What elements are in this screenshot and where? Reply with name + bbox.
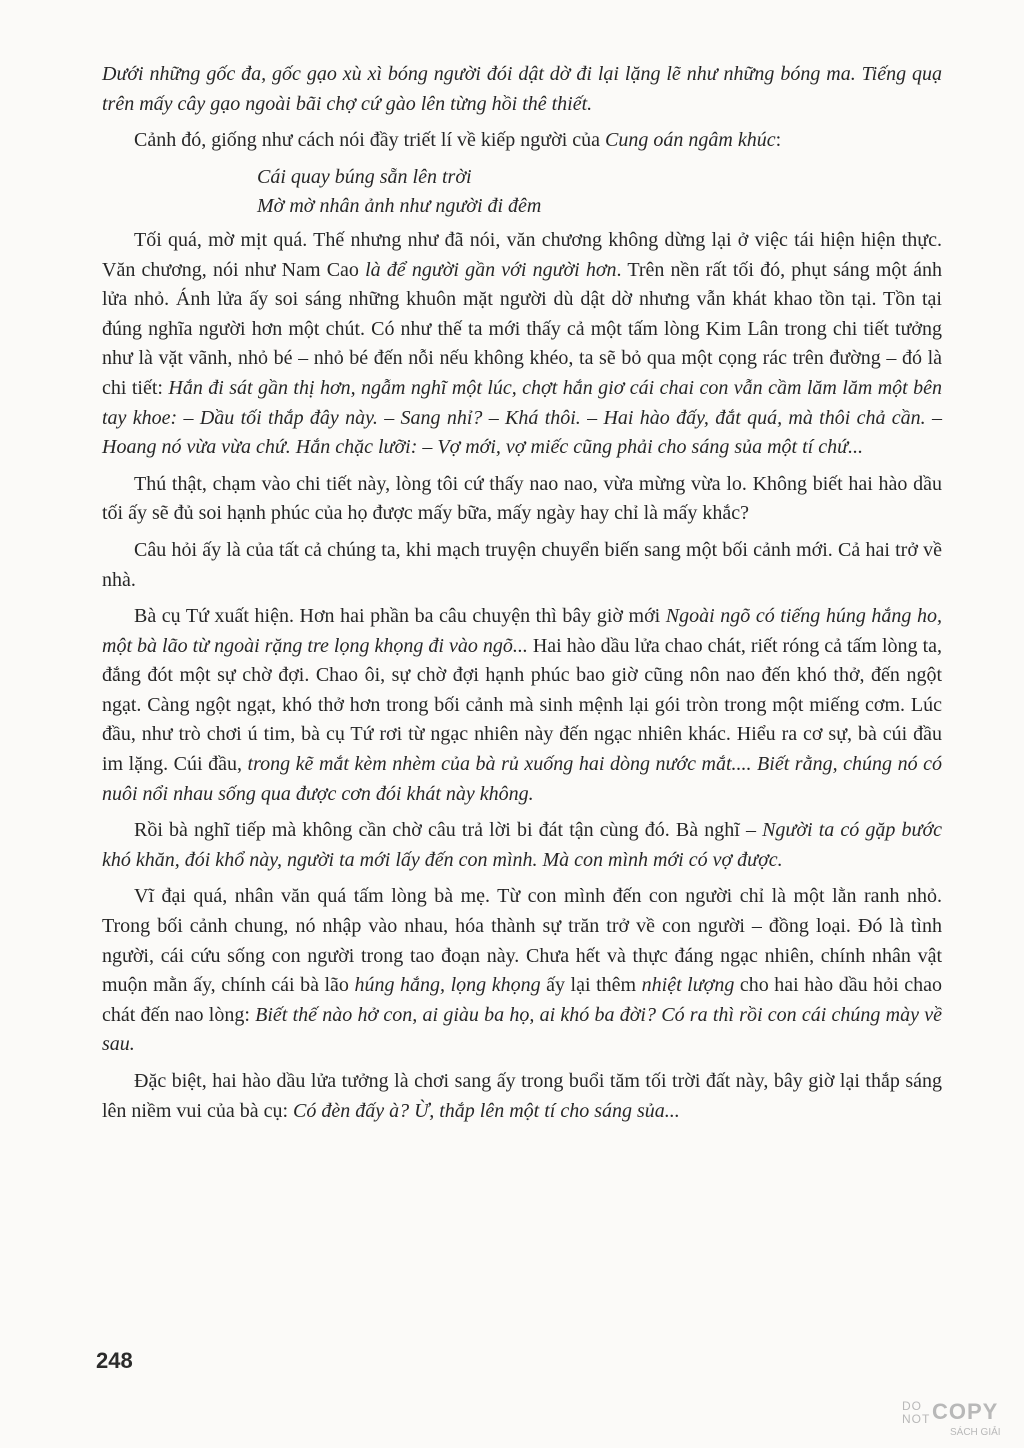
watermark-copy: COPY bbox=[932, 1399, 999, 1424]
watermark-not: NOT bbox=[902, 1412, 931, 1426]
verse-line-1: Cái quay búng sẵn lên trời bbox=[257, 165, 472, 188]
watermark-do: DO bbox=[902, 1399, 922, 1413]
paragraph-5: Câu hỏi ấy là của tất cả chúng ta, khi mạch truyện chuyển biến sang một bối cảnh mới. Cả hai trở về nhà. bbox=[102, 538, 942, 591]
paragraph-2: Cảnh đó, giống như cách nói đầy triết lí về kiếp người của Cung oán ngâm khúc: bbox=[134, 129, 782, 152]
quote-text: Hắn đi sát gần thị hơn, ngẫm nghĩ một lúc, chợt hắn giơ cái chai con vẫn cầm lăm lăm một bên tay khoe: – Dầu tối thắp đây này. – Sang nhỉ? – Khá thôi. – Hai hào đấy, đắt quá, mà thôi chả cần. – Hoang nó vừa vừa chứ. Hắn chặc lưỡi: – Vợ mới, vợ miếc cũng phải cho sáng sủa một tí chứ... bbox=[102, 376, 942, 459]
paragraph-7: Rồi bà nghĩ tiếp mà không cần chờ câu trả lời bi đát tận cùng đó. Bà nghĩ – Người ta có gặp bước khó khăn, đói khổ này, người ta mới lấy đến con mình. Mà con mình mới có vợ được. bbox=[102, 819, 942, 871]
work-title: Cung oán ngâm khúc bbox=[605, 129, 776, 152]
paragraph-9: Đặc biệt, hai hào dầu lửa tưởng là chơi sang ấy trong buổi tăm tối trời đất này, bây giờ lại thắp sáng lên niềm vui của bà cụ: Có đèn đấy à? Ừ, thắp lên một tí cho sáng sủa... bbox=[102, 1070, 942, 1122]
paragraph-1 bbox=[102, 60, 942, 119]
paragraph-3: Tối quá, mờ mịt quá. Thế nhưng như đã nói, văn chương không dừng lại ở việc tái hiện hiện thực. Văn chương, nói như Nam Cao là để người gần với người hơn. Trên nền rất tối đó, phụt sáng một ánh lửa nhỏ. Ánh lửa ấy soi sáng những khuôn mặt người dù dật dờ nhưng vẫn khát khao tồn tại. Tồn tại đúng nghĩa người hơn một chút. Có như thế ta mới thấy cả một tấm lòng Kim Lân trong chi tiết tưởng như là vặt vãnh, nhỏ bé – nhỏ bé đến nỗi nếu không khéo, ta sẽ bỏ qua một cọng rác trên đường – đó là chi tiết: Hắn đi sát gần thị hơn, ngẫm nghĩ một lúc, chợt hắn giơ cái chai con vẫn cầm lăm lăm một bên tay khoe: – Dầu tối thắp đây này. – Sang nhỉ? – Khá thôi. – Hai hào đấy, đắt quá, mà thôi chả cần. – Hoang nó vừa vừa chứ. Hắn chặc lưỡi: – Vợ mới, vợ miếc cũng phải cho sáng sủa một tí chứ... bbox=[102, 228, 942, 459]
paragraph-8: Vĩ đại quá, nhân văn quá tấm lòng bà mẹ. Từ con mình đến con người chỉ là một lằn ranh nhỏ. Trong bối cảnh chung, nó nhập vào nhau, hóa thành sự trăn trở về con người – đồng loại. Đó là tình người, cái cứu sống con người trong tao đoạn này. Chưa hết và thực đáng ngạc nhiên, chính nhân vật muộn mằn ấy, chính cái bà lão húng hắng, lọng khọng ấy lại thêm nhiệt lượng cho hai hào dầu hỏi chao chát đến nao lòng: Biết thế nào hở con, ai giàu ba họ, ai khó ba đời? Có ra thì rồi con cái chúng mày về sau. bbox=[102, 885, 943, 1056]
page-number: 248 bbox=[96, 1348, 133, 1373]
body-text bbox=[102, 60, 942, 1133]
quote-text: Dưới những gốc đa, gốc gạo xù xì bóng người đói dật dờ đi lại lặng lẽ như những bóng ma. Tiếng quạ trên mấy cây gạo ngoài bãi chợ cứ gào lên từng hồi thê thiết. bbox=[102, 63, 942, 115]
paragraph-6: Bà cụ Tứ xuất hiện. Hơn hai phần ba câu chuyện thì bây giờ mới Ngoài ngõ có tiếng húng hắng ho, một bà lão từ ngoài rặng tre lọng khọng đi vào ngõ... Hai hào dầu lửa chao chát, riết róng cả tấm lòng ta, đắng đót một sự chờ đợi. Chao ôi, sự chờ đợi hạnh phúc bao giờ cũng nôn nao đến khó thở, đến ngột ngạt. Càng ngột ngạt, khó thở hơn trong bối cảnh mà sinh mệnh lại gói tròn trong một miếng cơm. Lúc đầu, như trò chơi ú tim, bà cụ Tứ rơi từ ngạc nhiên này đến ngạc nhiên khác. Hiểu ra cơ sự, bà cúi đầu im lặng. Cúi đầu, trong kẽ mắt kèm nhèm của bà rủ xuống hai dòng nước mắt.... Biết rằng, chúng nó có nuôi nổi nhau sống qua được cơn đói khát này không. bbox=[102, 605, 943, 805]
watermark-brand: SÁCH GIẢI bbox=[950, 1427, 1001, 1438]
verse-line-2: Mờ mờ nhân ảnh như người đi đêm bbox=[257, 195, 542, 218]
watermark-logo bbox=[902, 1400, 1010, 1442]
paragraph-4: Thú thật, chạm vào chi tiết này, lòng tôi cứ thấy nao nao, vừa mừng vừa lo. Không biết hai hào dầu tối ấy sẽ đủ soi hạnh phúc của họ được mấy bữa, mấy ngày hay chỉ là mấy khắc? bbox=[102, 472, 942, 525]
verse-block bbox=[257, 163, 942, 222]
